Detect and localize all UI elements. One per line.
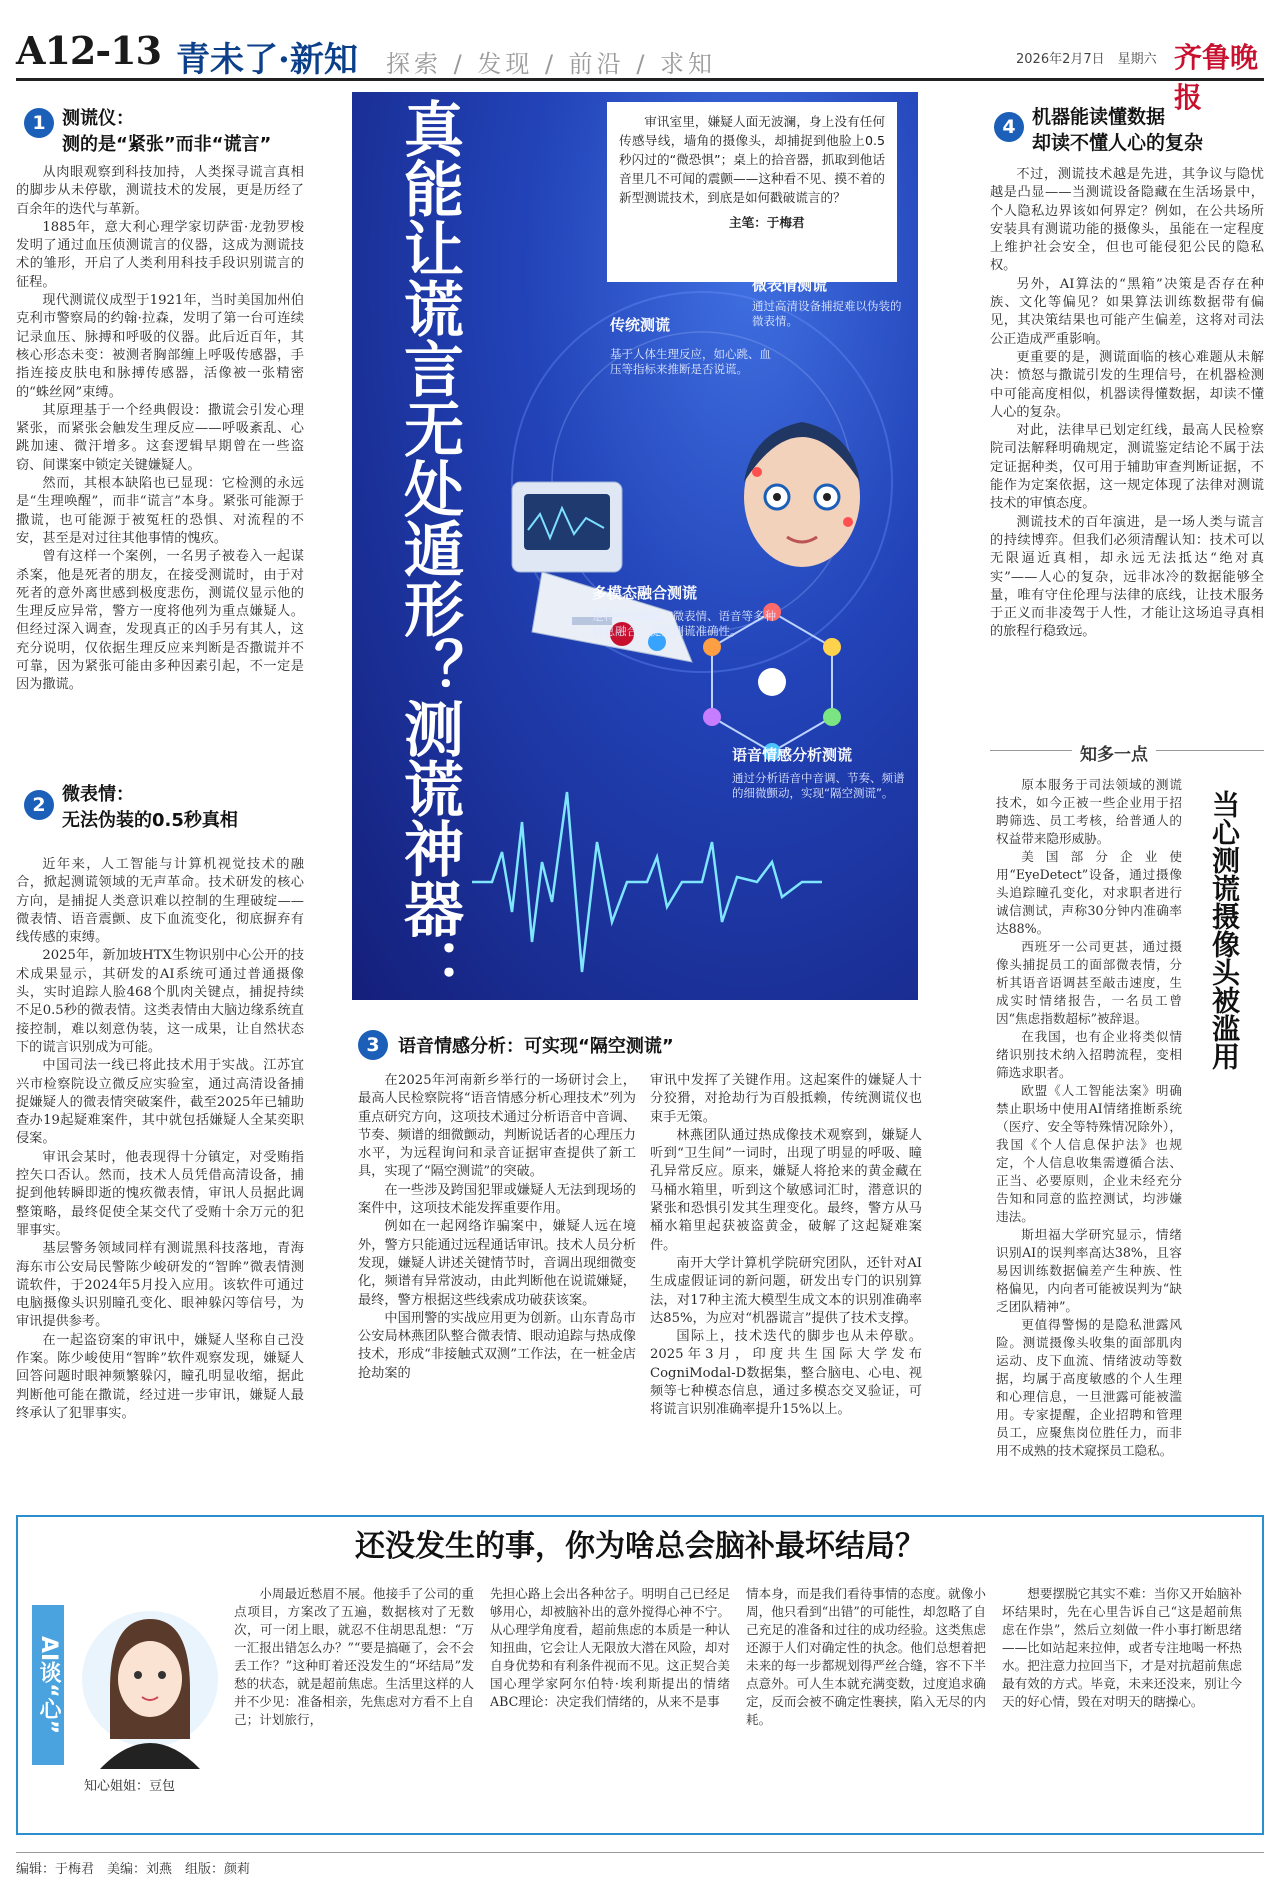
paragraph: 从肉眼观察到科技加持，人类探寻谎言真相的脚步从未停歇，测谎技术的发展，更是历经了百余年的迭代与革新。 (16, 165, 304, 217)
hero-title: 真能让谎言无处遁形？测谎神器： (394, 98, 464, 998)
hero-illustration (352, 92, 918, 1000)
voice-desc: 通过分析语音中音调、节奏、频谱的细微颤动，实现“隔空测谎”。 (732, 771, 905, 800)
credits-footer: 编辑：于梅君 美编：刘燕 组版：颜莉 (16, 1852, 1264, 1877)
paragraph: 在一起盗窃案的审讯中，嫌疑人坚称自己没作案。陈少峻使用“智眸”软件观察发现，嫌疑人回答问题时眼神频繁躲闪，瞳孔明显收缩，据此判断他可能在撒谎，经过进一步审讯，嫌疑人最终承认了犯罪事实。 (16, 1332, 304, 1421)
paragraph: 更重要的是，测谎面临的核心难题从未解决：愤怒与撒谎引发的生理信号，在机器检测中可能高度相似，机器读得懂数据，却读不懂人心的复杂。 (990, 349, 1264, 420)
paragraph: 例如在一起网络诈骗案中，嫌疑人远在境外，警方只能通过远程通话审讯。技术人员分析发现，嫌疑人讲述关键情节时，音调出现细微变化，频谱有异常波动，由此判断他在说谎嫌疑，最终，警方根据这些线索成功破获该案。 (358, 1219, 636, 1308)
paragraph: 在2025年河南新乡举行的一场研讨会上，最高人民检察院将“语音情感分析心理技术”列为重点研究方向，这项技术通过分析语音中音调、节奏、频谱的细微颤动，判断说话者的心理压力水平，为远程询问和录音证据审查提供了新工具，实现了“隔空测谎”的突破。 (358, 1073, 636, 1180)
paragraph: 中国司法一线已将此技术用于实战。江苏宜兴市检察院设立微反应实验室，通过高清设备捕捉嫌疑人的微表情突破案件，截至2025年已辅助查办19起疑难案件，其中就包括嫌疑人全某奕职侵案。 (16, 1058, 304, 1147)
paragraph: 先担心路上会出各种岔子。明明自己已经足够用心，却被脑补出的意外搅得心神不宁。从心理学角度看，超前焦虑的本质是一种认知扭曲，它会让人无限放大潜在风险，却对自身优势和有利条件视而不见。这正契合美国心理学家阿尔伯特·埃利斯提出的情绪ABC理论：决定我们情绪的，从来不是事 (490, 1586, 730, 1709)
multi-desc: 是将传统测谎、微表情、语音等多种信息融合，提高测谎准确性。 (592, 609, 776, 638)
paragraph: 情本身，而是我们看待事情的态度。就像小周，他只看到“出错”的可能性，却忽略了自己充足的准备和过往的成功经验。这类焦虑还源于人们对确定性的执念。他们总想着把未来的每一步都规划得严丝合缝，容不下半点意外。可人生本就充满变数，过度追求确定，反而会被不确定性裹挟，陷入无尽的内耗。 (746, 1586, 986, 1727)
section-2-number: 2 (24, 790, 54, 820)
avatar-icon (80, 1599, 220, 1769)
paragraph: 原本服务于司法领域的测谎技术，如今正被一些企业用于招聘筛选、员工考核，给普通人的权益带来隐形威胁。 (996, 777, 1182, 846)
paragraph: 不过，测谎技术越是先进，其争议与隐忧越是凸显——当测谎设备隐藏在生活场景中，个人隐私边界该如何界定？例如，在公共场所安装具有测谎功能的摄像头，虽能在一定程度上维护社会安全，但也可能侵犯公民的隐私权。 (990, 167, 1264, 274)
paragraph: 曾有这样一个案例，一名男子被卷入一起谋杀案，他是死者的朋友，在接受测谎时，由于对死者的意外离世感到极度悲伤，测谎仪显示他的生理反应异常，警方一度将他列为重点嫌疑人。但经过深入调查，发现真正的凶手另有其人，这充分说明，仅依据生理反应来判断是否撒谎并不可靠，因为紧张可能由多种因素引起，不一定是因为撒谎。 (16, 549, 304, 693)
paragraph: 审讯会某时，他表现得十分镇定，对受贿指控矢口否认。然而，技术人员凭借高清设备，捕捉到他转瞬即逝的愧疚微表情，审讯人员据此调整策略，最终促使全某交代了受贿十余万元的犯罪事实。 (16, 1149, 304, 1238)
section-3-body-right (650, 1072, 922, 1484)
paragraph: 1885年，意大利心理学家切萨雷·龙勃罗梭发明了通过血压侦测谎言的仪器，这成为测谎技术的雏形，开启了人类利用科技手段识别谎言的征程。 (16, 219, 304, 290)
paragraph: 斯坦福大学研究显示，情绪识别AI的误判率高达38%，且容易因训练数据偏差产生种族、性格偏见，内向者可能被误判为“缺乏团队精神”。 (996, 1227, 1182, 1314)
issue-date: 2026年2月7日 星期六 (1016, 52, 1157, 67)
section-2-title-line2: 无法伪装的0.5秒真相 (62, 810, 238, 831)
paragraph: 然而，其根本缺陷也已显现：它检测的永远是“生理唤醒”，而非“谎言”本身。紧张可能源于撒谎，也可能源于被冤枉的恐惧、对流程的不安，甚至是对过往其他事情的愧疚。 (16, 476, 304, 546)
paragraph: 另外，AI算法的“黑箱”决策是否存在种族、文化等偏见？如果算法训练数据带有偏见，其决策结果也可能产生偏差，这将对司法公正造成严重影响。 (990, 276, 1264, 347)
traditional-title: 传统测谎 (610, 316, 671, 334)
section-4-number: 4 (994, 112, 1024, 142)
paragraph: 南开大学计算机学院研究团队，还针对AI生成虚假证词的新问题，研发出专门的识别算法，对17种主流大模型生成文本的识别准确率达85%，为应对“机器谎言”提供了技术支撑。 (650, 1255, 922, 1326)
paragraph: 美国部分企业使用“EyeDetect”设备，通过摄像头追踪瞳孔变化，对求职者进行诚信测试，声称30分钟内准确率达88%。 (996, 849, 1182, 936)
intro-box (607, 102, 897, 282)
ai-column-badge: AI谈“心” (32, 1605, 64, 1765)
paragraph: 现代测谎仪成型于1921年，当时美国加州伯克利市警察局的约翰·拉森，发明了第一台可连续记录血压、脉搏和呼吸的仪器。此后近百年，其核心形态未变：被测者胸部缠上呼吸传感器，手指连接皮肤电和脉搏传感器，活像被一张精密的“蛛丝网”束缚。 (16, 293, 304, 400)
ai-column-title: 还没发生的事，你为啥总会脑补最坏结局？ (355, 1529, 925, 1564)
voice-title: 语音情感分析测谎 (732, 746, 853, 764)
newspaper-logo: 齐鲁晚报 (1174, 41, 1259, 114)
paragraph: 中国刑警的实战应用更为创新。山东青岛市公安局林燕团队整合微表情、眼动追踪与热成像技术，形成“非接触式双测”工作法，在一桩金店抢劫案的 (358, 1310, 636, 1381)
section-1-number: 1 (24, 108, 54, 138)
multi-label (592, 582, 782, 639)
sidebar-title: 当心测谎摄像头被滥用 (1208, 790, 1241, 1070)
paragraph: 测谎技术的百年演进，是一场人类与谎言的持续博弈。但我们必须清醒认知：技术可以无限逼近真相，却永远无法抵达“绝对真实”——人心的复杂，远非冰冷的数据能够全量，唯有守住伦理与法律的底线，让技术服务于正义而非凌驾于人性，才能让这场追寻真相的旅程行稳致远。 (990, 514, 1264, 640)
micro-title: 微表情测谎 (752, 276, 828, 294)
paragraph: 小周最近愁眉不展。他接手了公司的重点项目，方案改了五遍，数据核对了无数次，可一闭上眼，就忍不住胡思乱想：“万一汇报出错怎么办？”“要是搞砸了，会不会丢工作？”这种盯着还没发生的“坏结局”发愁的状态，就是超前焦虑。生活里这样的人并不少见：准备相亲，先焦虑对方看不上自己；计划旅行， (234, 1586, 474, 1727)
column-name: 青未了·新知 (176, 40, 358, 80)
micro-desc: 通过高清设备捕捉难以伪装的微表情。 (752, 299, 902, 328)
ai-column-text-2 (490, 1585, 730, 1821)
multi-title: 多模态融合测谎 (592, 584, 698, 602)
sidebar-body (996, 776, 1182, 1498)
intro-text: 审讯室里，嫌疑人面无波澜，身上没有任何传感导线，墙角的摄像头，却捕捉到他脸上0.5秒闪过的“微恐惧”；桌上的拾音器，抓取到他话音里几不可闻的震颤——这种看不见、摸不着的新型测谎技术，到底是如何戳破谎言的？ (619, 114, 885, 205)
section-1-title-line2: 测的是“紧张”而非“谎言” (62, 134, 272, 155)
paragraph: 国际上，技术迭代的脚步也从未停歇。2025年3月，印度共生国际大学发布CogniModal-D数据集，整合脑电、心电、视频等七种模态信息，通过多模态交叉验证，可将谎言识别准确率提升15%以上。 (650, 1329, 922, 1418)
sidebar-header: 知多一点 (1072, 740, 1156, 765)
ai-column-box (16, 1515, 1264, 1835)
section-2-title-line1: 微表情： (62, 784, 134, 805)
section-4-body (990, 166, 1264, 728)
ai-column-text-4 (1002, 1585, 1242, 1821)
paragraph: 林燕团队通过热成像技术观察到，嫌疑人听到“卫生间”一词时，出现了明显的呼吸、瞳孔异常反应。原来，嫌疑人将抢来的黄金藏在马桶水箱里，听到这个敏感词汇时，潜意识的紧张和恐惧引发其生理变化。最终，警方从马桶水箱里起获被盗黄金，破解了这起疑难案件。 (650, 1127, 922, 1253)
paragraph: 2025年，新加坡HTX生物识别中心公开的技术成果显示，其研发的AI系统可通过普通摄像头，实时追踪人脸468个肌肉关键点，捕捉持续不足0.5秒的微表情。这类表情由大脑边缘系统直接控制，难以刻意伪装，这一成果，让自然状态下的谎言识别成为可能。 (16, 948, 304, 1055)
paragraph: 欧盟《人工智能法案》明确禁止职场中使用AI情绪推断系统（医疗、安全等特殊情况除外），我国《个人信息保护法》也规定，个人信息收集需遵循合法、正当、必要原则，企业未经充分告知和同意的监控测试，均涉嫌违法。 (996, 1083, 1182, 1224)
section-3-title: 语音情感分析：可实现“隔空测谎” (398, 1036, 674, 1057)
paragraph: 更值得警惕的是隐私泄露风险。测谎摄像头收集的面部肌肉运动、皮下血流、情绪波动等数据，均属于高度敏感的个人生理和心理信息，一旦泄露可能被滥用。专家提醒，企业招聘和管理员工，应聚焦岗位胜任力，而非用不成熟的技术窥探员工隐私。 (996, 1317, 1182, 1458)
paragraph: 其原理基于一个经典假设：撒谎会引发心理紧张，而紧张会触发生理反应——呼吸紊乱、心跳加速、微汗增多。这套逻辑早期曾在一些盗窃、间谍案中锁定关键嫌疑人。 (16, 402, 304, 473)
section-4-title-line1: 机器能读懂数据 (1032, 106, 1166, 128)
writer-credit: 主笔：于梅君 (729, 215, 805, 230)
author-name: 知心姐姐：豆包 (84, 1779, 176, 1794)
voice-label (732, 744, 912, 801)
section-4-title-line2: 却读不懂人心的复杂 (1032, 132, 1204, 154)
face-icon (744, 422, 860, 567)
paragraph: 基层警务领域同样有测谎黑科技落地，青海海东市公安局民警陈少峻研发的“智眸”微表情测谎软件，于2024年5月投入应用。该软件可通过电脑摄像头识别瞳孔变化、眼神躲闪等信号，为审讯提供参考。 (16, 1241, 304, 1330)
paragraph: 想要摆脱它其实不难：当你又开始脑补坏结果时，先在心里告诉自己“这是超前焦虑在作祟”，然后立刻做一件小事打断思绪——比如站起来拉伸，或者专注地喝一杯热水。把注意力拉回当下，才是对抗超前焦虑最有效的方式。毕竟，未来还没来，别让今天的好心情，毁在对明天的瞎操心。 (1002, 1586, 1242, 1709)
traditional-desc: 基于人体生理反应，如心跳、血压等指标来推断是否说谎。 (610, 347, 771, 376)
masthead (16, 18, 1264, 114)
page-number: A12-13 (16, 28, 162, 73)
section-3-body-left (358, 1072, 636, 1484)
section-tags: 探索 / 发现 / 前沿 / 求知 (386, 50, 717, 78)
section-1-title-line1: 测谎仪： (62, 108, 134, 129)
paragraph: 对此，法律早已划定红线，最高人民检察院司法解释明确规定，测谎鉴定结论不属于法定证据种类，仅可用于辅助审查判断证据，不能作为定案依据，这一规定体现了法律对测谎技术的审慎态度。 (990, 423, 1264, 512)
ai-column-text-3 (746, 1585, 986, 1821)
ai-column-text-1 (234, 1585, 474, 1821)
paragraph: 在一些涉及跨国犯罪或嫌疑人无法到现场的案件中，这项技术能发挥重要作用。 (358, 1182, 636, 1217)
section-2-body (16, 856, 304, 1482)
section-1-body (16, 164, 304, 748)
section-3-number: 3 (358, 1030, 388, 1060)
micro-label (752, 274, 902, 329)
paragraph: 西班牙一公司更甚，通过摄像头捕捉员工的面部微表情，分析其语音语调甚至敲击速度，生成实时情绪报告，一名员工曾因“焦虑指数超标”被辞退。 (996, 939, 1182, 1026)
sound-wave-icon (472, 792, 822, 972)
paragraph: 近年来，人工智能与计算机视觉技术的融合，掀起测谎领域的无声革命。技术研发的核心方向，是捕捉人类意识难以控制的生理破绽——微表情、语音震颤、皮下血流变化，彻底摒弃有线传感的束缚。 (16, 857, 304, 946)
paragraph: 在我国，也有企业将类似情绪识别技术纳入招聘流程，变相筛选求职者。 (996, 1029, 1182, 1080)
paragraph: 审讯中发挥了关键作用。这起案件的嫌疑人十分狡猾，对抢劫行为百般抵赖，传统测谎仪也束手无策。 (650, 1073, 922, 1125)
